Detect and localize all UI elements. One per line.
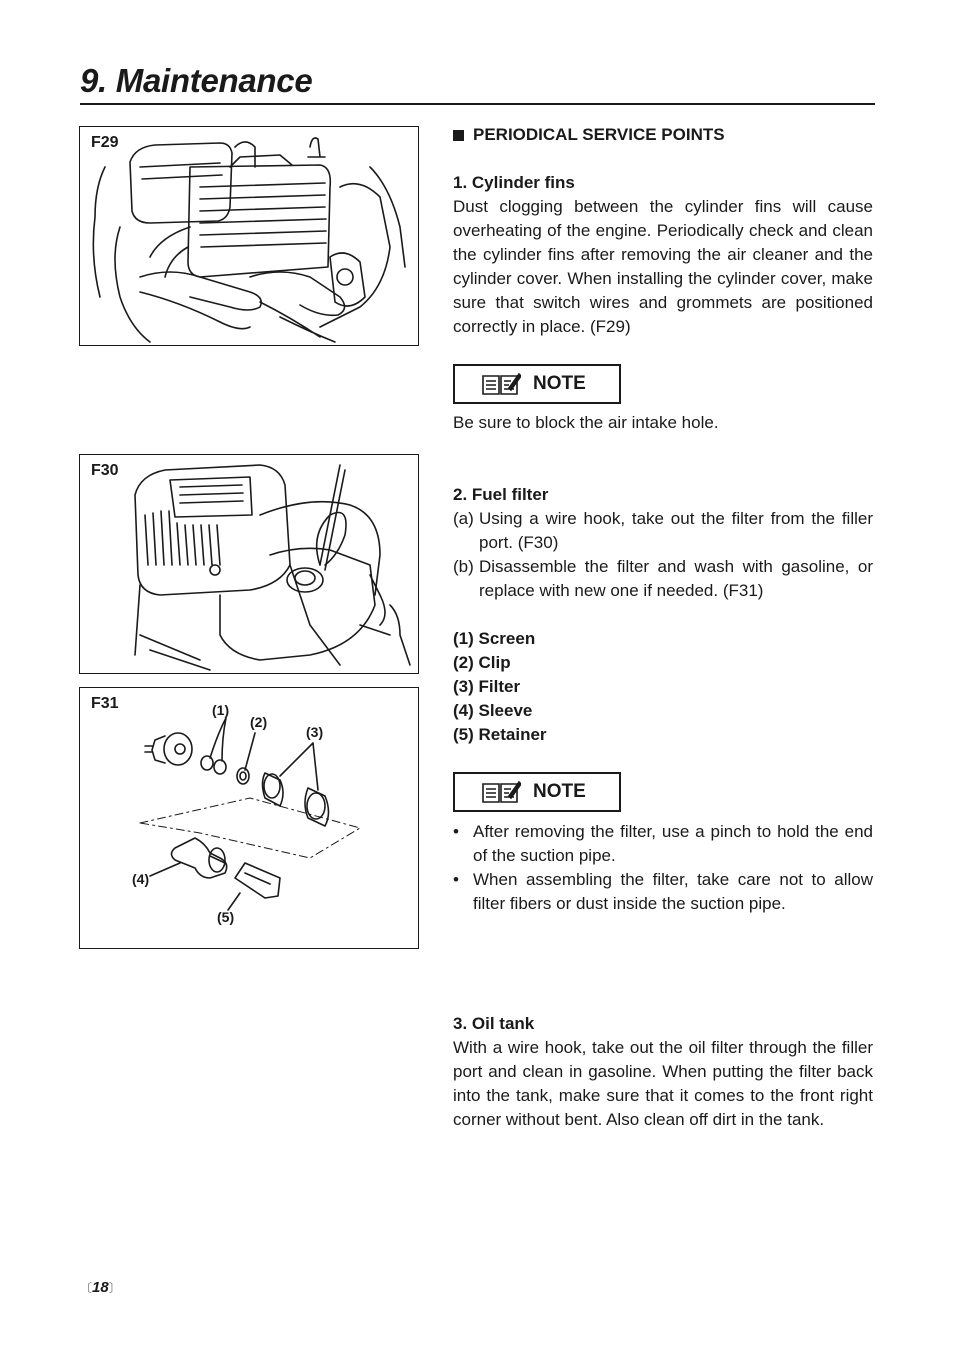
bullet-item [453,820,873,868]
bullet-mark: • [453,822,459,841]
page-number [80,1279,121,1296]
step-item [453,507,873,555]
parts-list-item: (5) Retainer [453,725,547,744]
callout-retainer: (5) [217,909,235,925]
note-box [453,772,621,812]
page-number-value: 18 [92,1279,109,1296]
note-box [453,364,621,404]
figure-label: F31 [91,695,119,712]
black-square-icon [453,130,464,141]
figure-f30 [79,454,419,674]
bracket-left: 〔 [80,1281,93,1295]
oil-tank-body: With a wire hook, take out the oil filter through the filler port and clean in gasoline. When putting the filter back into the tank, make sure that it comes to the front right corner without bent. Also clean off dirt in the tank. [453,1038,873,1129]
fuel-tank-illustration [80,455,420,675]
fuel-filter-heading: 2. Fuel filter [453,485,549,504]
fuel-filter-section [453,483,873,747]
callout-clip: (2) [250,714,268,730]
title-rule [80,103,875,105]
step-text: Using a wire hook, take out the filter from the filler port. (F30) [479,509,873,552]
cylinder-fins-body: Dust clogging between the cylinder fins will cause overheating of the engine. Periodically check and clean the cylinder fins after removing the air cleaner and the cylinder cover. When installing the cylinder cover, make sure that switch wires and grommets are positioned correctly in place. (F29) [453,197,873,336]
figure-f29 [79,126,419,346]
oil-tank-section [453,1012,873,1132]
parts-list-item: (1) Screen [453,629,536,648]
parts-list-item: (2) Clip [453,653,511,672]
section-heading [453,123,873,147]
bullet-text: After removing the filter, use a pinch to hold the end of the suction pipe. [473,822,873,865]
step-item [453,555,873,603]
note-text: Be sure to block the air intake hole. [453,413,719,432]
callout-filter: (3) [306,724,324,740]
bullet-mark: • [453,870,459,889]
callout-sleeve: (4) [132,871,150,887]
bullet-text: When assembling the filter, take care not to allow filter fibers or dust inside the suction pipe. [473,870,873,913]
figure-f31 [79,687,419,949]
note-label: NOTE [533,373,586,394]
engine-cylinder-illustration [80,127,420,347]
step-mark: (b) [453,557,474,576]
figure-label: F30 [91,462,119,479]
note-bullets [453,820,873,916]
parts-list-item: (4) Sleeve [453,701,533,720]
cylinder-fins-section [453,171,873,339]
bracket-right: 〕 [108,1281,121,1295]
page-title: 9. Maintenance [80,62,313,99]
callout-screen: (1) [212,702,230,718]
note-label: NOTE [533,781,586,802]
book-pencil-icon [481,780,521,804]
book-pencil-icon [481,372,521,396]
bullet-item [453,868,873,916]
oil-tank-heading: 3. Oil tank [453,1014,535,1033]
section-title: PERIODICAL SERVICE POINTS [473,125,725,144]
step-text: Disassemble the filter and wash with gasoline, or replace with new one if needed. (F31) [479,557,873,600]
cylinder-fins-heading: 1. Cylinder fins [453,173,575,192]
parts-list-item: (3) Filter [453,677,521,696]
step-mark: (a) [453,509,474,528]
figure-label: F29 [91,134,119,151]
